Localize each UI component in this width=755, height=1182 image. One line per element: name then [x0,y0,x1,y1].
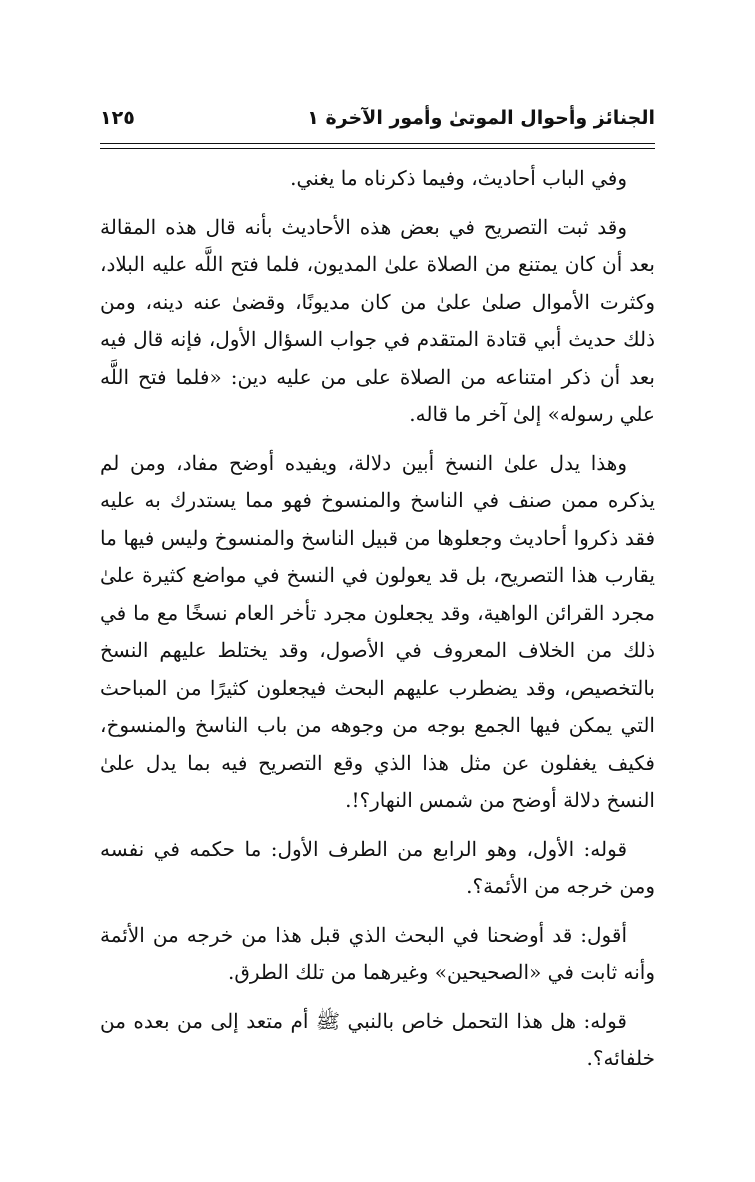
paragraph: وقد ثبت التصريح في بعض هذه الأحاديث بأنه قال هذه المقالة بعد أن كان يمتنع من الصلاة علىٰ المديون، فلما فتح اللَّه عليه البلاد، وكثرت الأموال صلىٰ علىٰ من كان مديونًا، وقضىٰ عنه دينه، ومن ذلك حديث أبي قتادة المتقدم في جواب السؤال الأول، فإنه قال فيه بعد أن ذكر امتناعه من الصلاة على من عليه دين: «فلما فتح اللَّه علي رسوله» إلىٰ آخر ما قاله. [100,214,655,426]
body-text [100,160,655,1089]
paragraph: قوله: الأول، وهو الرابع من الطرف الأول: ما حكمه في نفسه ومن خرجه من الأئمة؟. [100,836,655,898]
paragraph: وهذا يدل علىٰ النسخ أبين دلالة، ويفيده أوضح مفاد، ومن لم يذكره ممن صنف في الناسخ والمنسوخ فهو مما يستدرك به عليه فقد ذكروا أحاديث وجعلوها من قبيل الناسخ والمنسوخ وليس فيها ما يقارب هذا التصريح، بل قد يعولون في النسخ في مواضع كثيرة علىٰ مجرد القرائن الواهية، وقد يجعلون مجرد تأخر العام نسخًا مع ما في ذلك من الخلاف المعروف في الأصول، وقد يختلط عليهم النسخ بالتخصيص، وقد يضطرب عليهم البحث فيجعلون كثيرًا من المباحث التي يمكن فيها الجمع بوجه من وجوهه من باب الناسخ والمنسوخ، فكيف يغفلون عن مثل هذا الذي وقع التصريح فيه بما يدل علىٰ النسخ دلالة أوضح من شمس النهار؟!. [100,450,655,812]
header-rule-bottom [100,148,655,149]
page-number: ١٢٥ [100,107,135,129]
running-title: الجنائز وأحوال الموتىٰ وأمور الآخرة ١ [307,107,655,129]
paragraph: قوله: هل هذا التحمل خاص بالنبي ﷺ أم متعد إلى من بعده من خلفائه؟. [100,1008,655,1070]
paragraph: أقول: قد أوضحنا في البحث الذي قبل هذا من خرجه من الأئمة وأنه ثابت في «الصحيحين» وغيرهما من تلك الطرق. [100,922,655,984]
header-rule-top [100,143,655,144]
page-header [100,98,655,138]
paragraph: وفي الباب أحاديث، وفيما ذكرناه ما يغني. [290,166,627,190]
